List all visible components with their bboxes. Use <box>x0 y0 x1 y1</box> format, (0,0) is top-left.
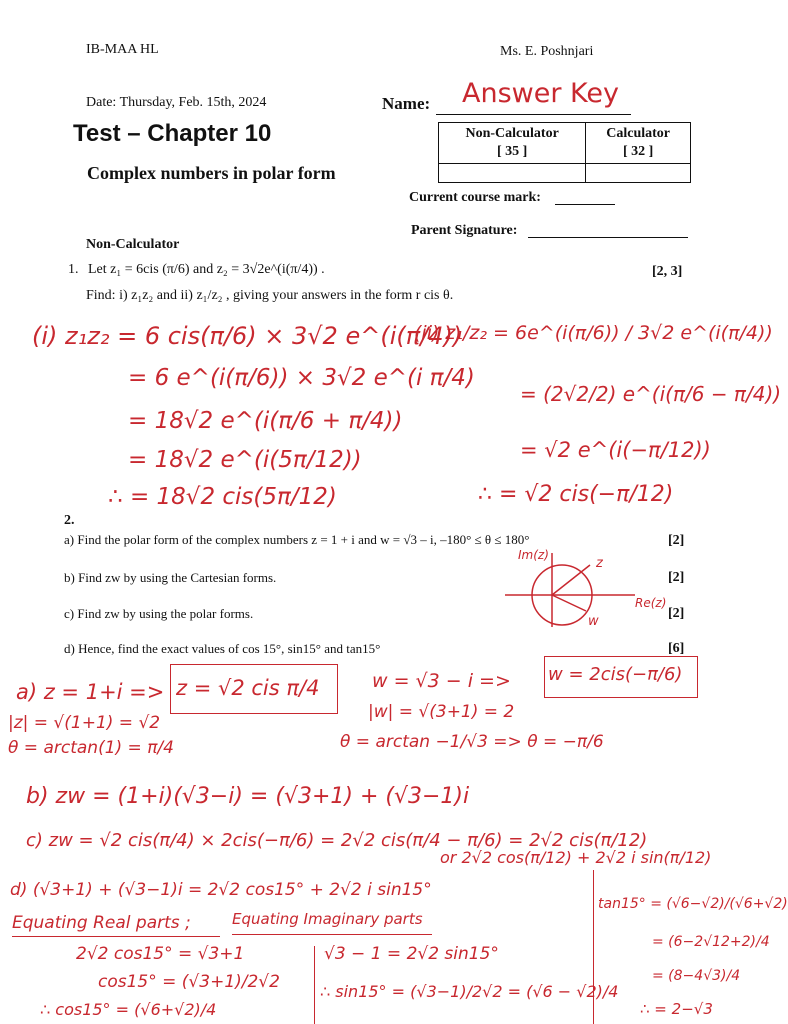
hw-q2b: b) zw = (1+i)(√3−i) = (√3+1) + (√3−1)i <box>26 784 470 809</box>
hw-q2a-z-start: a) z = 1+i => <box>16 680 165 704</box>
test-date: Date: Thursday, Feb. 15th, 2024 <box>86 95 267 110</box>
hw-q2d-real: Equating Real parts ; <box>12 913 191 933</box>
re-axis-label: Re(z) <box>635 596 667 610</box>
question-1-marks: [2, 3] <box>652 264 683 279</box>
hw-q2a-argw: θ = arctan −1/√3 => θ = −π/6 <box>340 732 604 752</box>
parent-signature-line <box>528 237 688 238</box>
hw-q2c-line2: or 2√2 cos(π/12) + 2√2 i sin(π/12) <box>440 848 712 867</box>
hw-q2d-line1: d) (√3+1) + (√3−1)i = 2√2 cos15° + 2√2 i sin15° <box>10 880 432 900</box>
hw-q2a-modw: |w| = √(3+1) = 2 <box>368 702 515 722</box>
question-2b-text: b) Find zw by using the Cartesian forms. <box>64 570 277 585</box>
question-number: 1. <box>68 262 79 277</box>
hw-underline <box>232 934 432 935</box>
test-title: Test – Chapter 10 <box>73 120 272 147</box>
question-2a-marks: [2] <box>668 533 685 548</box>
course-mark-label: Current course mark: <box>409 190 541 205</box>
hw-q2d-cos: cos15° = (√3+1)/2√2 <box>98 972 280 992</box>
hw-q2a-modz: |z| = √(1+1) = √2 <box>8 713 161 733</box>
hw-q2d-tan: tan15° = (√6−√2)/(√6+√2) <box>598 896 788 912</box>
name-label: Name: <box>382 94 431 113</box>
hw-q2d-tan-2: = (6−2√12+2)/4 <box>652 934 770 950</box>
w-point-label: w <box>588 614 599 629</box>
hw-q1ii-line1: (ii) z₁/z₂ = 6e^(i(π/6)) / 3√2 e^(i(π/4)) <box>414 322 773 344</box>
argand-diagram <box>500 545 700 630</box>
hw-q2a-argz: θ = arctan(1) = π/4 <box>8 738 174 758</box>
question-1-statement: Let z₁ = 6cis (π/6) and z₂ = 3√2e^(i(π/4)) . <box>88 262 325 277</box>
z-vector <box>552 565 590 595</box>
hw-q1i-line1: (i) z₁z₂ = 6 cis(π/6) × 3√2 e^(i(π/4)) <box>32 322 463 350</box>
question-1-find: Find: i) z₁z₂ and ii) z₁/z₂ , giving your answers in the form r cis θ. <box>86 288 454 303</box>
question-2-number: 2. <box>64 513 75 528</box>
marks-header: Calculator <box>606 126 671 141</box>
question-2c-text: c) Find zw by using the polar forms. <box>64 606 254 621</box>
hw-q2a-w-polar: w = 2cis(−π/6) <box>548 664 683 685</box>
marks-total: [ 32 ] <box>622 144 654 159</box>
w-vector <box>552 595 586 611</box>
hw-q1ii-line2: = (2√2/2) e^(i(π/6 − π/4)) <box>520 382 782 406</box>
teacher-name: Ms. E. Poshnjari <box>500 44 594 59</box>
hw-q2d-tan-final: ∴ = 2−√3 <box>640 1000 713 1018</box>
hw-q2d-sin-eq: √3 − 1 = 2√2 sin15° <box>324 944 499 964</box>
hw-q1ii-line3: = √2 e^(i(−π/12)) <box>520 438 711 462</box>
section-heading: Non-Calculator <box>86 237 180 252</box>
hw-q2d-cos-final: ∴ cos15° = (√6+√2)/4 <box>40 1000 217 1019</box>
question-2c-marks: [2] <box>668 606 685 621</box>
marks-cell-calc <box>586 123 691 164</box>
marks-total: [ 35 ] <box>496 144 528 159</box>
marks-score <box>439 164 586 183</box>
course-mark-line <box>555 204 615 205</box>
marks-header: Non-Calculator <box>465 126 559 141</box>
name-answer-key: Answer Key <box>462 78 619 109</box>
hw-q1i-line4: = 18√2 e^(i(5π/12)) <box>128 447 362 473</box>
question-2d-marks: [6] <box>668 641 685 656</box>
hw-q2c-line1: c) zw = √2 cis(π/4) × 2cis(−π/6) = 2√2 cis(π/4 − π/6) = 2√2 cis(π/12) <box>26 830 648 851</box>
question-2d-text: d) Hence, find the exact values of cos 15°, sin15° and tan15° <box>64 641 381 656</box>
name-line <box>436 114 631 115</box>
marks-cell-noncalc <box>439 123 586 164</box>
hw-q2d-imag: Equating Imaginary parts <box>232 910 423 928</box>
hw-underline <box>12 936 220 937</box>
marks-table <box>438 122 691 183</box>
hw-q1i-line2: = 6 e^(i(π/6)) × 3√2 e^(i π/4) <box>128 365 475 391</box>
hw-q2a-z-polar: z = √2 cis π/4 <box>176 676 320 700</box>
hw-q1i-line3: = 18√2 e^(i(π/6 + π/4)) <box>128 408 403 434</box>
question-2a-text: a) Find the polar form of the complex numbers z = 1 + i and w = √3 – i, –180° ≤ θ ≤ 180° <box>64 532 530 547</box>
marks-score <box>586 164 691 183</box>
question-2b-marks: [2] <box>668 570 685 585</box>
hw-q1i-line5: ∴ = 18√2 cis(5π/12) <box>108 484 337 510</box>
hw-q1ii-line4: ∴ = √2 cis(−π/12) <box>478 482 674 507</box>
hw-q2d-cos-eq: 2√2 cos15° = √3+1 <box>76 944 245 964</box>
hw-q2d-tan-3: = (8−4√3)/4 <box>652 968 741 984</box>
hw-q2d-sin: ∴ sin15° = (√3−1)/2√2 = (√6 − √2)/4 <box>320 982 619 1001</box>
im-axis-label: Im(z) <box>518 548 549 562</box>
parent-signature-label: Parent Signature: <box>411 223 518 238</box>
course-code: IB-MAA HL <box>86 42 159 57</box>
test-subtitle: Complex numbers in polar form <box>87 163 336 183</box>
question-1-text <box>68 262 325 278</box>
hw-q2a-w-start: w = √3 − i => <box>372 670 511 692</box>
hw-divider <box>314 946 315 1024</box>
z-point-label: z <box>596 556 603 571</box>
hw-divider <box>593 870 594 1024</box>
